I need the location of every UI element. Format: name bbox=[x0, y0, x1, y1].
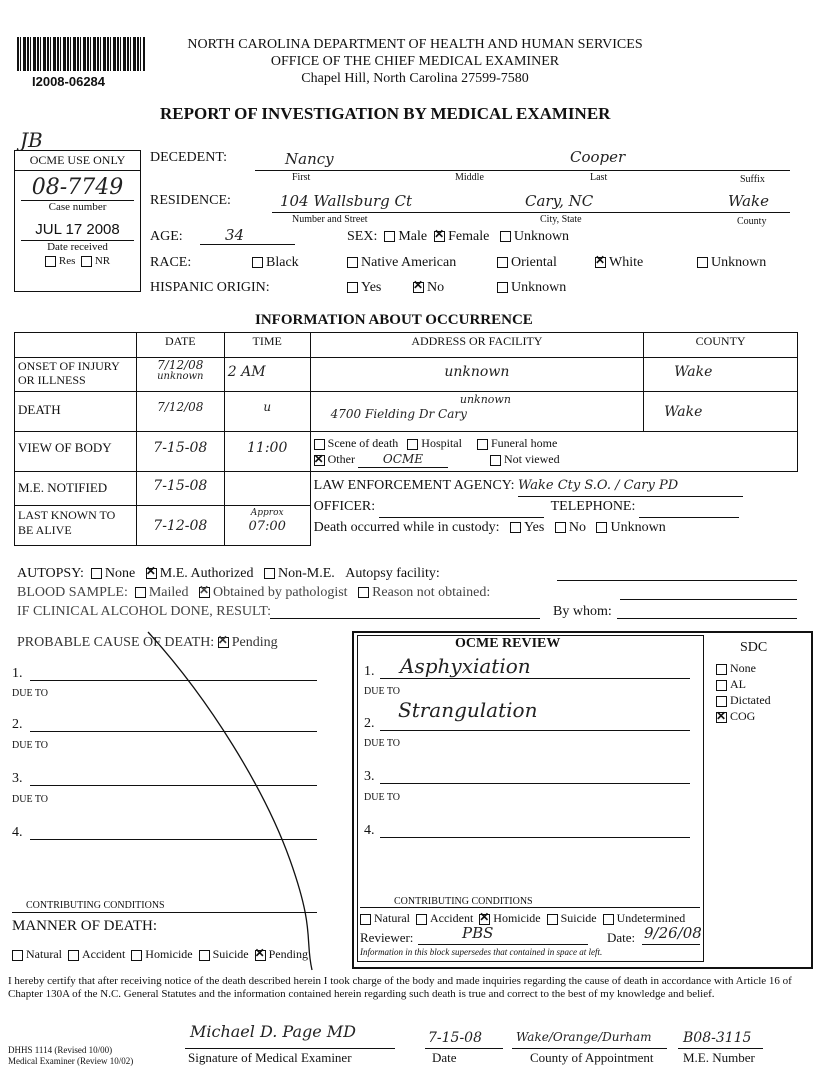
manner-suicide-label: Suicide bbox=[212, 947, 249, 961]
review-suicide-label: Suicide bbox=[560, 911, 597, 925]
decedent-label: DECEDENT: bbox=[150, 150, 228, 165]
last-known-date: 7-12-08 bbox=[136, 506, 224, 546]
onset-date: 7/12/08 bbox=[157, 358, 204, 372]
manner-accident-label: Accident bbox=[81, 947, 126, 961]
sdc-cog-label: COG bbox=[730, 709, 756, 723]
age-label: AGE: bbox=[150, 229, 183, 244]
signature: Michael D. Page MD bbox=[190, 1022, 356, 1041]
me-number: B08-3115 bbox=[683, 1030, 752, 1046]
review-homicide-label: Homicide bbox=[493, 911, 541, 925]
review-cause-2: Strangulation bbox=[398, 698, 538, 722]
autopsy-facility-label: Autopsy facility: bbox=[345, 566, 440, 581]
sdc-none-label: None bbox=[730, 661, 756, 675]
telephone-label: TELEPHONE: bbox=[550, 499, 636, 514]
review-date: 9/26/08 bbox=[644, 924, 702, 942]
cause-4-num: 4. bbox=[12, 825, 23, 840]
race-oriental-label: Oriental bbox=[511, 255, 557, 270]
signature-label: Signature of Medical Examiner bbox=[188, 1050, 352, 1065]
sex-female-label: Female bbox=[448, 229, 490, 244]
law-label: LAW ENFORCEMENT AGENCY: bbox=[313, 478, 515, 493]
certification-text: I hereby certify that after receiving notice of the death described herein I took charge of the body and made inquiries regarding the cause of death in accordance with Article 16 of Chapter 130A of the N.C. General Statutes and the information contained herein regarding such death is true and correct to the best of my knowledge and belief. bbox=[8, 975, 792, 1000]
review-cause-1: Asphyxiation bbox=[400, 654, 531, 678]
cert-county: Wake/Orange/Durham bbox=[516, 1030, 652, 1044]
manner-homicide-label: Homicide bbox=[145, 947, 193, 961]
review-note: Information in this block supersedes that contained in space at left. bbox=[360, 947, 603, 957]
manner-natural-label: Natural bbox=[26, 947, 62, 961]
death-date: 7/12/08 bbox=[136, 392, 224, 432]
cause-due-2: DUE TO bbox=[12, 740, 49, 751]
me-notified-date: 7-15-08 bbox=[136, 472, 224, 506]
form-id bbox=[8, 1045, 133, 1067]
me-number-label: M.E. Number bbox=[683, 1050, 755, 1065]
blood-label: BLOOD SAMPLE: bbox=[17, 585, 128, 600]
law-value: Wake Cty S.O. / Cary PD bbox=[518, 476, 743, 497]
occurrence-title: INFORMATION ABOUT OCCURRENCE bbox=[255, 312, 533, 328]
cause-label: PROBABLE CAUSE OF DEATH: bbox=[17, 635, 215, 650]
view-hospital-label: Hospital bbox=[421, 436, 462, 450]
autopsy-non-me-label: Non-M.E. bbox=[277, 566, 335, 581]
view-scene-label: Scene of death bbox=[327, 436, 399, 450]
cause-contributing: CONTRIBUTING CONDITIONS bbox=[26, 900, 165, 911]
manner-pending-label: Pending bbox=[268, 947, 308, 961]
occ-header-address: ADDRESS OR FACILITY bbox=[310, 333, 643, 358]
view-other-value: OCME bbox=[358, 451, 448, 468]
custody-label: Death occurred while in custody: bbox=[313, 520, 500, 535]
race-label: RACE: bbox=[150, 255, 192, 270]
residence-street: 104 Wallsburg Ct bbox=[280, 192, 413, 210]
county-label: County bbox=[737, 216, 767, 227]
view-time: 11:00 bbox=[224, 432, 310, 472]
sex-label: SEX: bbox=[347, 229, 378, 244]
blood-reason-label: Reason not obtained: bbox=[372, 585, 491, 600]
view-date: 7-15-08 bbox=[136, 432, 224, 472]
alcohol-label: IF CLINICAL ALCOHOL DONE, RESULT: bbox=[17, 604, 272, 619]
case-barcode-number: I2008-06284 bbox=[32, 74, 106, 89]
form-id-2: Medical Examiner (Review 10/02) bbox=[8, 1056, 134, 1066]
review-due-3: DUE TO bbox=[364, 792, 401, 803]
view-not-viewed-label: Not viewed bbox=[503, 452, 560, 466]
race-white-label: White bbox=[609, 255, 644, 270]
blood-obtained-label: Obtained by pathologist bbox=[213, 585, 348, 600]
review-2-num: 2. bbox=[364, 716, 375, 731]
first-label: First bbox=[292, 172, 311, 183]
review-natural-label: Natural bbox=[374, 911, 410, 925]
sex-unknown-label: Unknown bbox=[513, 229, 570, 244]
death-time: u bbox=[224, 392, 310, 432]
race-unknown-label: Unknown bbox=[711, 255, 767, 270]
reviewer-value: PBS bbox=[462, 924, 494, 942]
occ-header-time: TIME bbox=[224, 333, 310, 358]
age-value: 34 bbox=[225, 226, 245, 244]
custody-no-label: No bbox=[568, 520, 586, 535]
officer-label: OFFICER: bbox=[313, 499, 376, 514]
sdc-label: SDC bbox=[740, 640, 768, 655]
initials: JB bbox=[20, 128, 43, 152]
decedent-first: Nancy bbox=[285, 150, 334, 168]
page-title: REPORT OF INVESTIGATION BY MEDICAL EXAMINER bbox=[160, 104, 611, 123]
ocme-label: OCME USE ONLY bbox=[15, 151, 140, 171]
review-3-num: 3. bbox=[364, 769, 375, 784]
onset-time: 2 AM bbox=[224, 358, 310, 392]
suffix-label: Suffix bbox=[740, 174, 765, 185]
autopsy-me-label: M.E. Authorized bbox=[159, 566, 254, 581]
residence-county: Wake bbox=[728, 192, 770, 210]
res-label: Res bbox=[58, 255, 76, 267]
hispanic-no-label: No bbox=[427, 280, 445, 295]
last-known-time-note: Approx bbox=[250, 508, 284, 518]
hispanic-label: HISPANIC ORIGIN: bbox=[150, 280, 270, 295]
onset-date-note: unknown bbox=[157, 371, 204, 382]
review-date-label: Date: bbox=[607, 930, 636, 945]
street-label: Number and Street bbox=[292, 214, 368, 225]
custody-yes-label: Yes bbox=[523, 520, 545, 535]
occ-header-county: COUNTY bbox=[644, 333, 798, 358]
custody-unknown-label: Unknown bbox=[610, 520, 666, 535]
cause-3-num: 3. bbox=[12, 771, 23, 786]
last-known-label: LAST KNOWN TO BE ALIVE bbox=[15, 506, 137, 546]
me-notified-label: M.E. NOTIFIED bbox=[15, 472, 137, 506]
cert-date-label: Date bbox=[432, 1050, 457, 1065]
office-city: Chapel Hill, North Carolina 27599-7580 bbox=[301, 71, 529, 86]
race-native-label: Native American bbox=[361, 255, 457, 270]
residence-label: RESIDENCE: bbox=[150, 193, 231, 208]
form-id-1: DHHS 1114 (Revised 10/00) bbox=[8, 1045, 113, 1055]
last-label: Last bbox=[590, 172, 608, 183]
death-county: Wake bbox=[644, 392, 798, 432]
by-whom-label: By whom: bbox=[553, 604, 612, 619]
view-label: VIEW OF BODY bbox=[15, 432, 137, 472]
onset-address: unknown bbox=[310, 358, 643, 392]
death-label: DEATH bbox=[15, 392, 137, 432]
middle-label: Middle bbox=[455, 172, 484, 183]
sdc-al-label: AL bbox=[730, 677, 746, 691]
view-other-label: Other bbox=[327, 452, 355, 466]
office-name: OFFICE OF THE CHIEF MEDICAL EXAMINER bbox=[270, 54, 560, 69]
autopsy-label: AUTOPSY: bbox=[17, 566, 84, 581]
cause-1-num: 1. bbox=[12, 666, 23, 681]
death-address-note: unknown bbox=[459, 393, 511, 406]
blood-mailed-label: Mailed bbox=[148, 585, 189, 600]
review-undetermined-label: Undetermined bbox=[616, 911, 686, 925]
race-black-label: Black bbox=[266, 255, 299, 270]
date-received-label: Date received bbox=[21, 240, 134, 253]
case-number-label: Case number bbox=[21, 200, 134, 213]
nr-label: NR bbox=[94, 255, 111, 267]
view-funeral-label: Funeral home bbox=[490, 436, 558, 450]
department-name: NORTH CAROLINA DEPARTMENT OF HEALTH AND HUMAN SERVICES bbox=[187, 37, 643, 52]
onset-label: ONSET OF INJURY OR ILLNESS bbox=[15, 358, 137, 392]
sex-male-label: Male bbox=[398, 229, 428, 244]
cause-pending-label: Pending bbox=[231, 635, 278, 650]
reviewer-label: Reviewer: bbox=[360, 930, 414, 945]
review-contributing: CONTRIBUTING CONDITIONS bbox=[394, 896, 533, 907]
cert-county-label: County of Appointment bbox=[530, 1050, 654, 1065]
review-due-1: DUE TO bbox=[364, 686, 401, 697]
cert-date: 7-15-08 bbox=[428, 1030, 482, 1046]
review-due-2: DUE TO bbox=[364, 738, 401, 749]
review-title: OCME REVIEW bbox=[455, 636, 561, 651]
review-4-num: 4. bbox=[364, 823, 375, 838]
death-address: 4700 Fielding Dr Cary bbox=[330, 407, 467, 421]
hispanic-unknown-label: Unknown bbox=[511, 280, 567, 295]
date-received: JUL 17 2008 bbox=[35, 221, 120, 238]
autopsy-none-label: None bbox=[104, 566, 136, 581]
review-1-num: 1. bbox=[364, 664, 375, 679]
city-label: City, State bbox=[540, 214, 582, 225]
occ-header-date: DATE bbox=[136, 333, 224, 358]
manner-label: MANNER OF DEATH: bbox=[12, 918, 158, 934]
review-accident-label: Accident bbox=[429, 911, 474, 925]
residence-city: Cary, NC bbox=[525, 192, 594, 210]
hispanic-yes-label: Yes bbox=[361, 280, 382, 295]
sdc-dictated-label: Dictated bbox=[730, 693, 771, 707]
case-number: 08-7749 bbox=[31, 175, 124, 200]
onset-county: Wake bbox=[644, 358, 798, 392]
decedent-last: Cooper bbox=[570, 148, 626, 166]
cause-2-num: 2. bbox=[12, 717, 23, 732]
cause-due-1: DUE TO bbox=[12, 688, 49, 699]
cause-due-3: DUE TO bbox=[12, 794, 49, 805]
last-known-time: 07:00 bbox=[248, 519, 286, 534]
